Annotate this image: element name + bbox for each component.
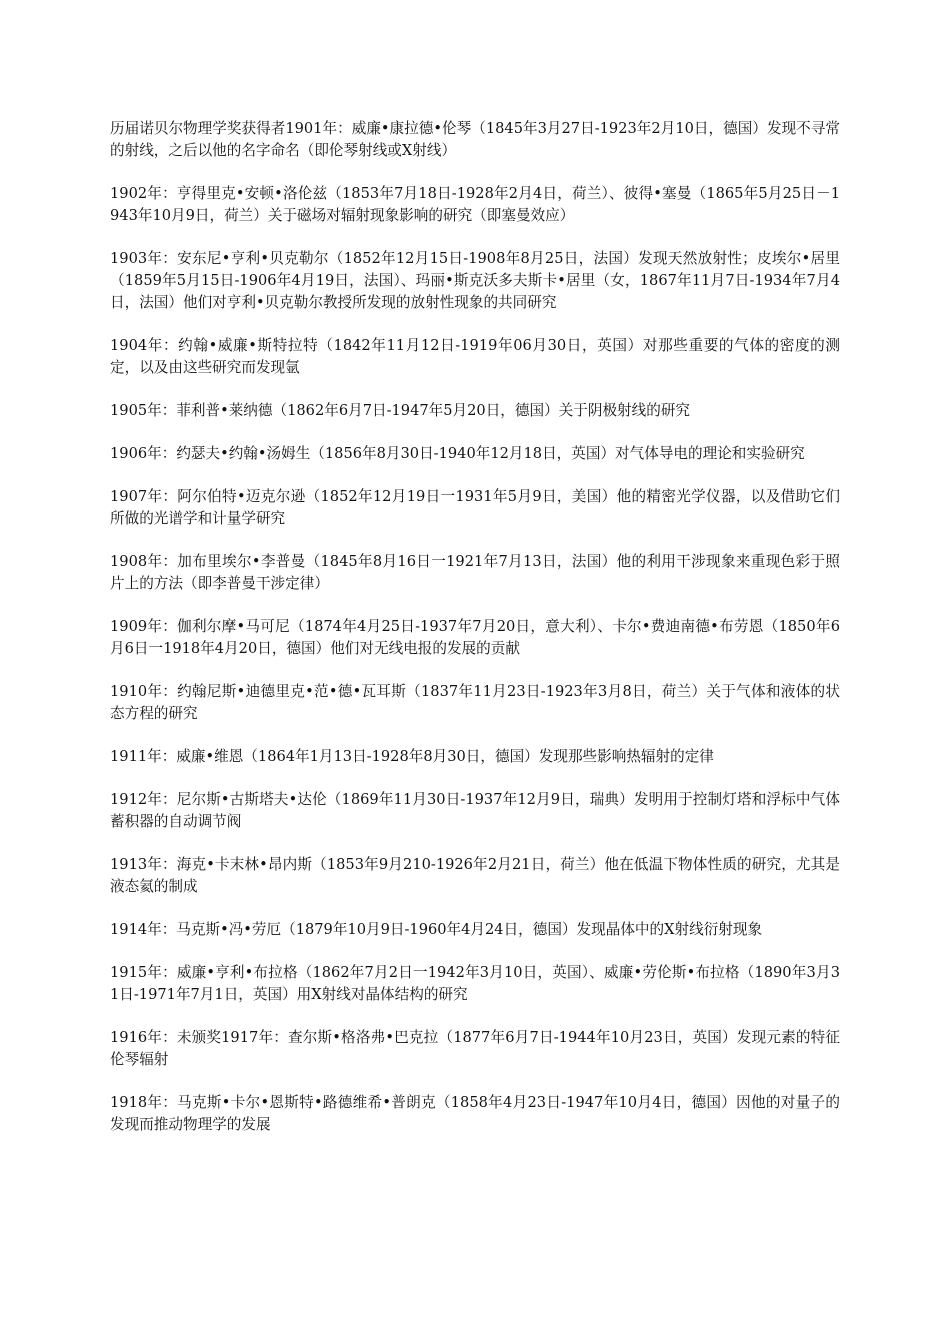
- paragraph-1909: 1909年：伽利尔摩•马可尼（1874年4月25日-1937年7月20日，意大利）、卡尔•费迪南德•布劳恩（1850年6月6日一1918年4月20日，德国）他们对无线电报的发展的贡献: [110, 618, 840, 657]
- paragraph-1916-1917: 1916年：未颁奖1917年：查尔斯•格洛弗•巴克拉（1877年6月7日-1944年10月23日，英国）发现元素的特征伦琴辐射: [110, 1029, 840, 1068]
- paragraph-1901: 历届诺贝尔物理学奖获得者1901年：威廉•康拉德•伦琴（1845年3月27日-1923年2月10日，德国）发现不寻常的射线，之后以他的名字命名（即伦琴射线或X射线）: [110, 120, 840, 159]
- paragraph-1906: 1906年：约瑟夫•约翰•汤姆生（1856年8月30日-1940年12月18日，英国）对气体导电的理论和实验研究: [110, 445, 805, 462]
- paragraph-1904: 1904年：约翰•威廉•斯特拉特（1842年11月12日-1919年06月30日，英国）对那些重要的气体的密度的测定，以及由这些研究而发现氩: [110, 337, 840, 376]
- paragraph-1911: 1911年：威廉•维恩（1864年1月13日-1928年8月30日，德国）发现那些影响热辐射的定律: [110, 748, 714, 765]
- paragraph-1908: 1908年：加布里埃尔•李普曼（1845年8月16日一1921年7月13日，法国）他的利用干涉现象来重现色彩于照片上的方法（即李普曼干涉定律）: [110, 553, 840, 592]
- paragraph-1915: 1915年：威廉•亨利•布拉格（1862年7月2日一1942年3月10日，英国）、威廉•劳伦斯•布拉格（1890年3月31日-1971年7月1日，英国）用X射线对晶体结构的研究: [110, 964, 840, 1003]
- paragraph-1914: 1914年：马克斯•冯•劳厄（1879年10月9日-1960年4月24日，德国）发现晶体中的X射线衍射现象: [110, 921, 763, 938]
- paragraph-1907: 1907年：阿尔伯特•迈克尔逊（1852年12月19日一1931年5月9日，美国）他的精密光学仪器，以及借助它们所做的光谱学和计量学研究: [110, 488, 840, 527]
- paragraph-1905: 1905年：菲利普•莱纳德（1862年6月7日-1947年5月20日，德国）关于阴极射线的研究: [110, 402, 691, 419]
- paragraph-1912: 1912年：尼尔斯•古斯塔夫•达伦（1869年11月30日-1937年12月9日，瑞典）发明用于控制灯塔和浮标中气体蓄积器的自动调节阀: [110, 791, 840, 830]
- document-page: [110, 118, 840, 1157]
- paragraph-1902: 1902年：亨得里克•安顿•洛伦兹（1853年7月18日-1928年2月4日，荷兰）、彼得•塞曼（1865年5月25日－1943年10月9日，荷兰）关于磁场对辐射现象影响的研究（即塞曼效应）: [110, 185, 840, 224]
- paragraph-1913: 1913年：海克•卡末林•昂内斯（1853年9月210-1926年2月21日，荷兰）他在低温下物体性质的研究，尤其是液态氦的制成: [110, 856, 840, 895]
- paragraph-1903: 1903年：安东尼•亨利•贝克勒尔（1852年12月15日-1908年8月25日，法国）发现天然放射性；皮埃尔•居里（1859年5月15日-1906年4月19日，法国）、玛丽•斯克沃多夫斯卡•居里（女，1867年11月7日-1934年7月4日，法国）他们对亨利•贝克勒尔教授所发现的放射性现象的共同研究: [110, 250, 840, 311]
- paragraph-1910: 1910年：约翰尼斯•迪德里克•范•德•瓦耳斯（1837年11月23日-1923年3月8日，荷兰）关于气体和液体的状态方程的研究: [110, 683, 840, 722]
- paragraph-1918: 1918年：马克斯•卡尔•恩斯特•路德维希•普朗克（1858年4月23日-1947年10月4日，德国）因他的对量子的发现而推动物理学的发展: [110, 1094, 840, 1133]
